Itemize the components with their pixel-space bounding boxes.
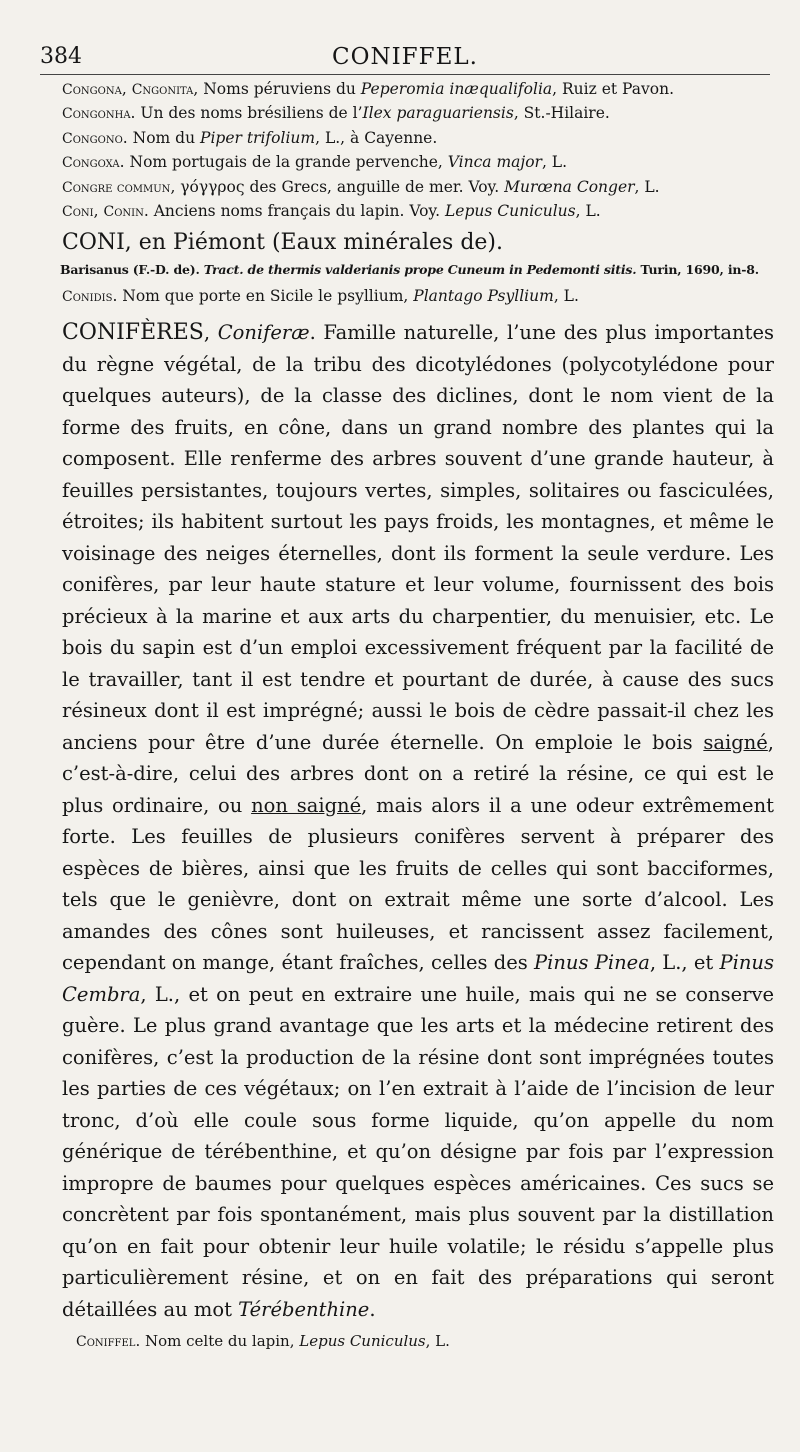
text-run: , (93, 202, 104, 221)
page-number: 384 (40, 44, 82, 69)
dictionary-entry (62, 151, 774, 175)
dictionary-entry (62, 78, 774, 102)
entry-headword: Congonha (62, 106, 131, 123)
text-run: . Nom portugais de la grande pervenche, (119, 153, 448, 172)
italic-term: Plantago Psyllium (413, 287, 554, 306)
entry-headword-coniferes: CONIFÈRES (62, 320, 204, 346)
text-run: , L. (575, 202, 601, 221)
dictionary-entry (62, 127, 774, 151)
text-run: , Ruiz et Pavon. (552, 80, 675, 98)
underlined-term: non saigné (251, 793, 362, 817)
entry-headword: Congoxa (62, 155, 120, 172)
text-run: . (369, 1297, 376, 1321)
text-run: , L., et on peut en extraire une huile, mais qui ne se conserve guère. Le plus grand avantage que les arts et la médecine retirent des conifères, c’est la production de la résine dont sont imprégnées toutes les parties de ces végétaux; on l’en extrait à l’aide de l’incision de leur tronc, d’où elle coule sous forme liquide, qu’on appelle du nom générique de térébenthine, et qu’on désigne par fois par l’expression impropre de baumes pour quelques espèces américaines. Ces sucs se concrètent par fois spontanément, mais plus souvent par la distillation qu’on en fait pour obtenir leur huile volatile; le résidu s’appelle plus particulièrement résine, et on en fait des préparations qui seront détaillées au mot (62, 982, 774, 1321)
entry-headword: Congona (62, 82, 122, 98)
page-header (40, 44, 770, 74)
text-run: , St.-Hilaire. (513, 104, 610, 123)
entry-headword: Conin (103, 204, 144, 221)
reference-title: Tract. de thermis valderianis prope Cuneum in Pedemonti sitis. (203, 262, 637, 278)
running-title: CONIFFEL. (332, 44, 478, 70)
text-run: , mais alors il a une odeur extrêmement forte. Les feuilles de plusieurs conifères servent à préparer des espèces de bières, ainsi que les fruits de celles qui sont bacciformes, tels que le genièvre, dont on extrait même une sorte d’alcool. Les amandes des cônes sont huileuses, et rancissent assez facilement, cependant on mange, étant fraîches, celles des (62, 793, 774, 975)
entry-headword: Congono (62, 130, 123, 147)
text-run: , (121, 80, 132, 98)
minor-entries (62, 78, 774, 224)
text-run: , γόγγρος des Grecs, anguille de mer. Voy. (170, 177, 505, 196)
italic-term: Térébenthine (238, 1297, 370, 1321)
text-run: , L. (553, 287, 579, 306)
italic-term: Pinus Cembra (62, 951, 774, 1006)
italic-term: Lepus Cuniculus (445, 202, 576, 221)
text-run: , L., et (649, 951, 720, 975)
text-run: , c’est-à-dire, celui des arbres dont on a retiré la résine, ce qui est le plus ordinaire, ou (62, 730, 774, 817)
text-run: . Nom du (122, 128, 201, 147)
italic-term: Ilex paraguariensis (362, 104, 514, 123)
entry-heading-coni: CONI, en Piémont (Eaux minérales de). (62, 230, 504, 256)
text-run: . Nom celte du lapin, (135, 1332, 300, 1351)
entry-headword: Conidis (62, 289, 113, 306)
entry-latin-name: Coniferæ (217, 321, 310, 345)
text-run: , L., à Cayenne. (315, 128, 438, 147)
entry-body (62, 321, 774, 1321)
header-rule (40, 74, 770, 75)
text-run: , L. (634, 177, 660, 196)
text-run: , L. (425, 1332, 450, 1351)
text-run: . Anciens noms français du lapin. Voy. (143, 202, 445, 221)
text-run: . Nom que porte en Sicile le psyllium, (112, 287, 414, 306)
underlined-term: saigné (703, 730, 768, 754)
entry-text (135, 1332, 449, 1350)
entry-conidis (62, 284, 774, 309)
italic-term: Murœna Conger (504, 177, 635, 196)
dictionary-entry (62, 200, 774, 224)
text-run: , Noms péruviens du (193, 80, 361, 98)
italic-term: Pinus Pinea (534, 951, 650, 975)
dictionary-entry (62, 102, 774, 126)
reference-author: Barisanus (F.-D. de). (60, 262, 204, 278)
entry-headword: Coniffel (76, 1334, 136, 1351)
text-run: , L. (541, 153, 568, 172)
italic-term: Peperomia inæqualifolia (360, 80, 553, 98)
page-content (62, 78, 774, 1354)
text-run: . Famille naturelle, l’une des plus importantes du règne végétal, de la tribu des dicotylédones (polycotylédone pour quelques auteurs), de la classe des diclines, dont le nom vient de la forme des fruits, en cône, dans un grand nombre des plantes qui la composent. Elle renferme des arbres souvent d’une grande hauteur, à feuilles persistantes, toujours vertes, simples, solitaires ou fasciculées, étroites; ils habitent surtout les pays froids, les montagnes, et même le voisinage des neiges éternelles, dont ils forment la seule verdure. Les conifères, par leur haute stature et leur volume, fournissent des bois précieux à la marine et aux arts du charpentier, du menuisier, etc. Le bois du sapin est d’un emploi excessivement fréquent par la facilité de le travailler, tant il est tendre et pourtant de durée, à cause des sucs résineux dont il est imprégné; aussi le bois de cèdre passait-il chez les anciens pour être d’une durée éternelle. On emploie le bois (62, 321, 774, 754)
dictionary-entry (62, 176, 774, 200)
italic-term: Lepus Cuniculus (299, 1332, 426, 1351)
entry-text (112, 287, 578, 305)
reference-imprint: Turin, 1690, in-8. (636, 262, 759, 278)
bibliographic-reference (60, 260, 774, 280)
entry-headword: Congre commun (62, 179, 171, 196)
entry-headword: Cngonita (131, 82, 194, 98)
entry-coniferes: CONIFÈRES, Coniferæ. Famille naturelle, l’une des plus importantes du règne végétal, de la tribu des dicotylédones (polycotylédone pour quelques auteurs), de la classe des diclines, dont le nom vient de la forme des fruits, en cône, dans un grand nombre des plantes qui la composent. Elle renferme des arbres souvent d’une grande hauteur, à feuilles persistantes, toujours vertes, simples, solitaires ou fasciculées, étroites; ils habitent surtout les pays froids, les montagnes, et même le voisinage des neiges éternelles, dont ils forment la seule verdure. Les conifères, par leur haute stature et leur volume, fournissent des bois précieux à la marine et aux arts du charpentier, du menuisier, etc. Le bois du sapin est d’un emploi excessivement fréquent par la facilité de le travailler, tant il est tendre et pourtant de durée, à cause des sucs résineux dont il est imprégné; aussi le bois de cèdre passait-il chez les anciens pour être d’une durée éternelle. On emploie le bois saigné, c’est-à-dire, celui des arbres dont on a retiré la résine, ce qui est le plus ordinaire, ou non saigné, mais alors il a une odeur extrêmement forte. Les feuilles de plusieurs conifères servent à préparer des espèces de bières, ainsi que les fruits de celles qui sont bacciformes, tels que le genièvre, dont on extrait même une sorte d’alcool. Les amandes des cônes sont huileuses, et rancissent assez facilement, cependant on mange, étant fraîches, celles des Pinus Pinea, L., et Pinus Cembra, L., et on peut en extraire une huile, mais qui ne se conserve guère. Le plus grand avantage que les arts et la médecine retirent des conifères, c’est la production de la résine dont sont imprégnées toutes les parties de ces végétaux; on l’en extrait à l’aide de l’incision de leur tronc, d’où elle coule sous forme liquide, qu’on appelle du nom générique de térébenthine, et qu’on désigne par fois par l’expression impropre de baumes pour quelques espèces américaines. Ces sucs se concrètent par fois spontanément, mais plus souvent par la distillation qu’on en fait pour obtenir leur huile volatile; le résidu s’appelle plus particulièrement résine, et on en fait des préparations qui seront détaillées au mot Térébenthine. (62, 320, 774, 1321)
entry-headword: Coni (62, 204, 94, 221)
italic-term: Piper trifolium (200, 128, 316, 147)
italic-term: Vinca major (447, 153, 542, 172)
entry-coniffel (76, 1329, 774, 1354)
text-run: . Un des noms brésiliens de l’ (130, 104, 363, 123)
